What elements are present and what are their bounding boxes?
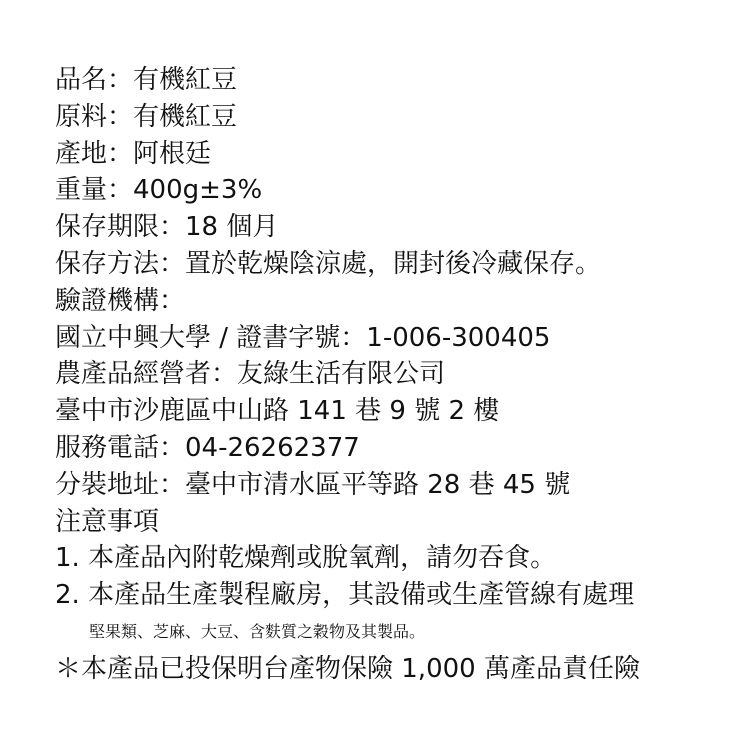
note-2-continuation-line: 堅果類、芝麻、大豆、含麩質之穀物及其製品。 (89, 621, 426, 641)
notes-heading-line: 注意事項 (55, 506, 160, 537)
producer-address-line: 臺中市沙鹿區中山路 141 巷 9 號 2 樓 (55, 396, 500, 427)
storage-method-line: 保存方法：置於乾燥陰涼處，開封後冷藏保存。 (55, 248, 602, 279)
note-2-line: 2. 本產品生產製程廠房，其設備或生產管線有處理 (55, 580, 635, 611)
shelf-life-line: 保存期限：18 個月 (55, 212, 279, 243)
insurance-line: ＊本產品已投保明台產物保險 1,000 萬產品責任險 (55, 653, 640, 684)
packing-address-line: 分裝地址：臺中市清水區平等路 28 巷 45 號 (55, 469, 571, 500)
weight-line: 重量：400g±3% (55, 175, 263, 206)
producer-line: 農產品經營者：友綠生活有限公司 (55, 359, 446, 390)
service-phone-line: 服務電話：04-26262377 (55, 432, 360, 463)
certifier-line: 國立中興大學 / 證書字號：1-006-300405 (55, 322, 551, 353)
product-label (55, 62, 735, 688)
origin-line: 產地：阿根廷 (55, 138, 212, 169)
certifier-heading-line: 驗證機構： (55, 285, 186, 316)
ingredients-line: 原料：有機紅豆 (55, 101, 238, 132)
note-1-line: 1. 本產品內附乾燥劑或脫氧劑，請勿吞食。 (55, 543, 557, 574)
product-name-line: 品名：有機紅豆 (55, 65, 238, 95)
